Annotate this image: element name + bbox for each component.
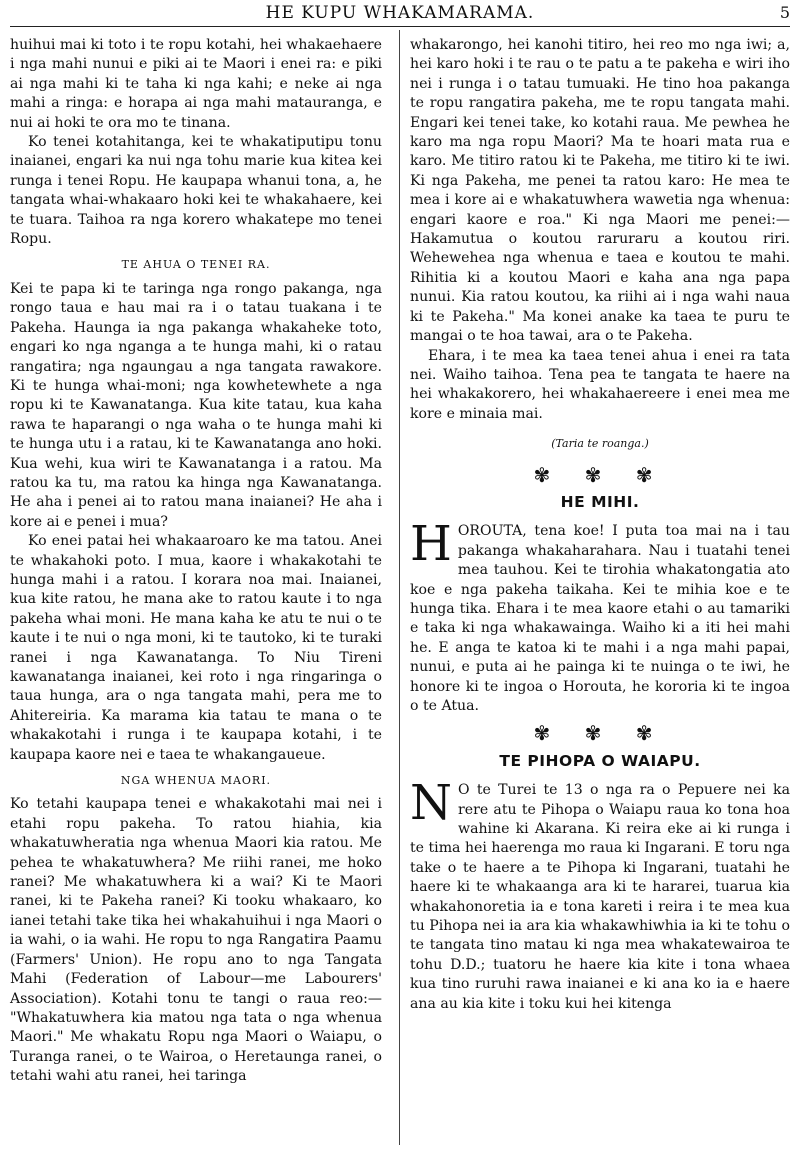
paragraph: Ehara, i te mea ka taea tenei ahua i enei ra tata nei. Waiho taihoa. Tena pea te tangata te haere na hei whakakorero, hei whakahaereere i enei mea me kore e minaia mai. [410, 347, 790, 422]
paragraph: huihui mai ki toto i te ropu kotahi, hei whakaehaere i nga mahi nunui e piki ai te Maori i enei ra: e piki ai nga mahi ki te taha ki nga kahi; e neke ai nga mahi a ringa: e horapa ai nga mahi matauranga, e nui ai hoki te ora mo te tinana. [10, 37, 382, 131]
drop-cap: H [410, 516, 452, 573]
running-title: HE KUPU WHAKAMARAMA. [265, 3, 535, 23]
drop-cap: N [410, 775, 452, 832]
paragraph: whakarongo, hei kanohi titiro, hei reo mo nga iwi; a, hei karo hoki i te rau o te patu a te pakeha e wiri iho nei i runga i o tatau tumuaki. He tino hoa pakanga te ropu rangatira pakeha, me te ropu tangata mahi. Engari kei tenei take, ko kotahi raua. Me pewhea he karo ma nga ropu Maori? Ma te hoari mata rua e karo. Me titiro ratou ki te Pakeha, me titiro ki te iwi. Ki nga Pakeha, me penei ta ratou karo: He mea te mea i kore ai e whakatuwhera wawetia nga whenua: engari kaore e roa." Ki nga Maori me penei:—Hakamutua o koutou raruraru a koutou riri. Wehewehea nga whenua e taea e koutou te mahi. Rihitia ki a koutou Maori e kaha ana nga papa nunui. Kia ratou koutou, ka riihi ai i nga wahi naua ki te Pakeha." Ma konei anake ka taea te puru te mangai o te hoa tawai, ara o te Pakeha. [410, 37, 790, 345]
paragraph-text: O te Turei te 13 o nga ra o Pepuere nei ka rere atu te Pihopa o Waiapu raua ko tona hoa wahine ki Akarana. Ki reira eke ai ki runga i te tima hei haerenga mo raua ki Ingarani. E toru nga take o te haere a te Pihopa ki Ingarani, tuatahi he haere ki te whakaanga ara ki te hararei, tuarua kia whakahonoretia ia e tona kareti i reira i te mea kua tu Pihopa nei ia ara kia whakawhiwhia ia ki te tohu o te tangata tino matau ki nga mea whakatewairoa te tohu D.D.; tuatoru he haere kia kite i tona whaea kua tino ruruhi rawa inaianei e ki ana ko ia e haere ana au kia kite i toku kui hei kitenga [410, 782, 790, 1012]
article-heading: HE MIHI. [560, 492, 640, 511]
article-heading: TE PIHOPA O WAIAPU. [499, 751, 701, 770]
column-divider [399, 30, 400, 1145]
flower-ornaments-icon: ✾ ✾ ✾ [533, 462, 667, 487]
continued-note: (Taria te roanga.) [551, 437, 649, 451]
paragraph: Kei te papa ki te taringa nga rongo pakanga, nga rongo taua e hau mai ra i o tatau tuakana i te Pakeha. Haunga ia nga pakanga whakaheke toto, engari ko nga nganga a te hunga mahi, ki o ratau rangatira; nga ngaungau a nga tangata rawakore. Ki te hunga whai-moni; nga kowhetewhete a nga ropu ki te Kawanatanga. Kua kite tatau, kua kaha rawa te haparangi o nga waha o te hunga mahi ki te hunga utu i a ratau, ki te Kawanatanga ano hoki. Kua wehi, kua wiri te Kawanatanga i a ratou. Ma ratou ka tu, ma ratou ka hinga nga Kawanatanga. He aha i penei ai to ratou mana inaianei? He aha i kore ai e penei i mua? [10, 280, 382, 530]
paragraph [410, 775, 790, 1014]
paragraph: Ko tenei kotahitanga, kei te whakatiputipu tonu inaianei, engari ka nui nga tohu marie kua kitea kei runga i tenei Ropu. He kaupapa whanui tona, a, he tangata whai-whakaaro hoki kei te whakahaere, kei te tuara. Taihoa ra nga korero whakatepe mo tenei Ropu. [10, 134, 382, 248]
flower-ornaments-icon: ✾ ✾ ✾ [533, 721, 667, 746]
section-subheading: TE AHUA O TENEI RA. [121, 258, 271, 272]
paragraph: Ko tetahi kaupapa tenei e whakakotahi mai nei i etahi ropu pakeha. To ratou hiahia, kia whakatuwheratia nga whenua Maori kia ratou. Me pehea te whakatuwhera? Me riihi ranei, me hoko ranei? Me whakatuwhera ki a wai? Ki te Maori ranei, ki te Pakeha ranei? Ki tooku whakaaro, ko ianei tetahi take tika hei whakahuihui i nga Maori o ia wahi, o ia wahi. He ropu to nga Rangatira Paamu (Farmers' Union). He ropu ano to nga Tangata Mahi (Federation of Labour—me Labourers' Association). Kotahi tonu te tangi o raua reo:— "Whakatuwhera kia matou nga tata o nga whenua Maori." Me whakatu Ropu nga Maori o Waiapu, o Turanga ranei, o te Wairoa, o Heretaunga ranei, o tetahi wahi atu ranei, hei taringa [10, 796, 382, 1085]
paragraph [410, 516, 790, 716]
right-column [410, 36, 790, 1014]
page-header [10, 0, 790, 27]
paragraph-text: OROUTA, tena koe! I puta toa mai na i tau pakanga whakaharahara. Nau i tuatahi tenei mea tauhou. Kei te tirohia whakatongatia ato koe e nga pakeha taikaha. Kei te mihia koe e te hunga tika. Ehara i te mea kaore etahi o au tamariki e taka ki nga whakawainga. Waiho ki a iti hei mahi he. E anga te katoa ki te mahi i a nga mahi papai, nunui, e puta ai he painga ki te nuinga o te iwi, he honore ki te ingoa o Horouta, he kororia ki te ingoa o te Atua. [410, 523, 790, 714]
paragraph: Ko enei patai hei whakaaroaro ke ma tatou. Anei te whakahoki poto. I mua, kaore i whakakotahi te hunga mahi i a ratou. I korara noa mai. Inaianei, kua kite ratou, he mana ake to ratou kaute i to nga pakeha whai moni. He mana kaha ke atu te nui o te kaute i te nui o nga moni, ki te tautoko, ki te turaki ranei i nga Kawanatanga. To Niu Tireni kawanatanga inaianei, kei roto i nga ringaringa o taua hunga, ara o nga tangata mahi, pera me to Ahitereiria. Ka marama kia tatau te mana o te whakakotahi i runga i te kaupapa kotahi, i te kaupapa kaore nei e taea te whakangaueue. [10, 533, 382, 763]
section-subheading: NGA WHENUA MAORI. [120, 774, 272, 788]
page-number: 5 [779, 3, 790, 22]
left-column [10, 36, 382, 1087]
